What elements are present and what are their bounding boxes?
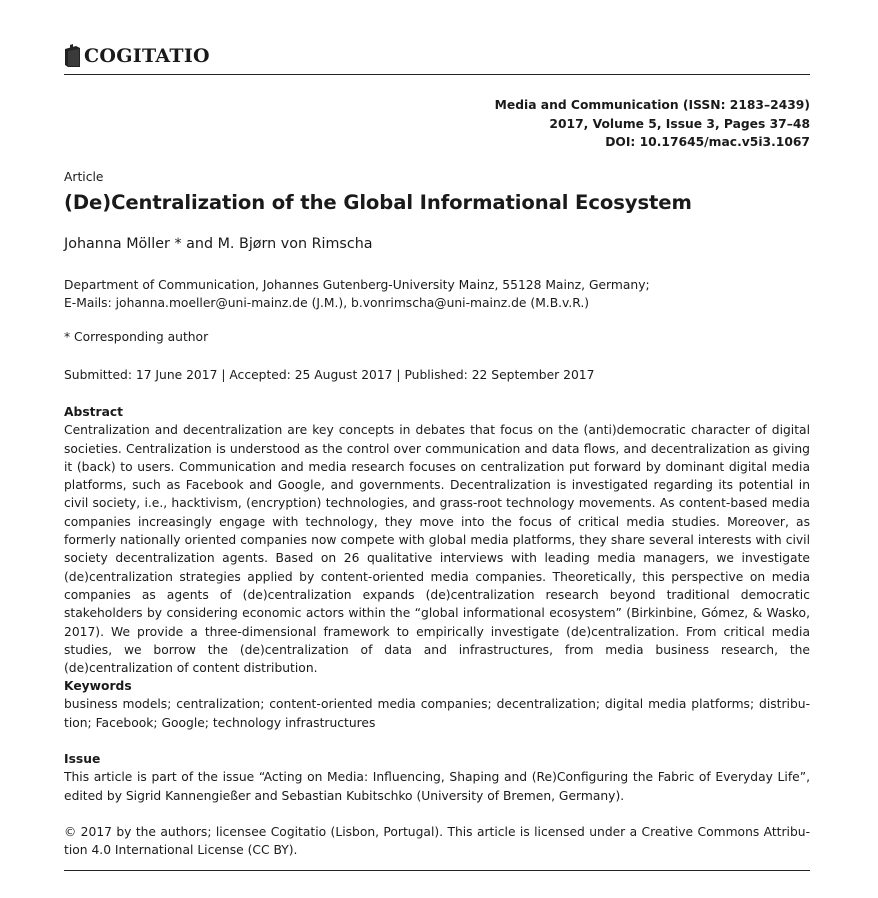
article-type: Article xyxy=(64,170,104,184)
keywords-text: business models; centralization; content-oriented media companies; decentralization; digital media platforms; distribution; Facebook; Google; technology infrastructures xyxy=(64,697,810,730)
journal-volume: 2017, Volume 5, Issue 3, Pages 37–48 xyxy=(549,116,810,131)
journal-name: Media and Communication (ISSN: 2183–2439) xyxy=(494,98,810,112)
affiliation: Department of Communication, Johannes Gutenberg-University Mainz, 55128 Mainz, Germany; xyxy=(64,278,650,292)
footer-divider xyxy=(64,870,810,871)
journal-doi: DOI: 10.17645/mac.v5i3.1067 xyxy=(605,135,810,149)
journal-info xyxy=(495,96,810,152)
keywords-section xyxy=(64,677,810,732)
abstract-text: Centralization and decentralization are key concepts in debates that focus on the (anti)democratic character of digital societies. Centralization is understood as the control over communication and data flows, and decentralization as giving it (back) to users. Communication and media research focuses on centralization put forward by dominant digital media platforms, such as Facebook and Google, and governments. Decentralization is investigated regarding its potential in civil society, i.e., hacktivism, (encryption) technologies, and grass-root technology movements. As content-based media companies increasingly engage with technology, they move into the focus of critical media studies. Moreover, as formerly nationally oriented companies now compete with global media platforms, they share several interests with civil society decentralization agents. Based on 26 qualitative interviews with leading media managers, we investigate (de)centralization strategies applied by content-oriented media companies. Theoretically, this perspective on media companies as agents of (de)centralization expands (de)centralization research beyond traditional democratic stakeholders by considering economic actors within the “global informational ecosystem” (Birkinbine, Gómez, & Wasko, 2017). We provide a three-dimensional framework to empirically investigate (de)centralization. From critical media studies, we borrow the (de)centralization of data and infrastructures, from media business research, the (de)centralization of content distribution. xyxy=(64,423,810,676)
issue-section xyxy=(64,750,810,805)
publisher-name: COGITATIO xyxy=(84,45,210,67)
book-icon xyxy=(64,44,81,68)
corresponding-author-note: * Corresponding author xyxy=(64,330,209,344)
keywords-heading: Keywords xyxy=(64,679,132,693)
authors: Johanna Möller * and M. Bjørn von Rimscha xyxy=(64,236,373,252)
publisher-logo xyxy=(64,44,210,68)
author-emails: E-Mails: johanna.moeller@uni-mainz.de (J.M.), b.vonrimscha@uni-mainz.de (M.B.v.R.) xyxy=(64,296,590,310)
issue-heading: Issue xyxy=(64,752,101,766)
publisher-header xyxy=(64,40,810,75)
article-title: (De)Centralization of the Global Informational Ecosystem xyxy=(64,191,692,214)
abstract-section xyxy=(64,403,810,677)
abstract-heading: Abstract xyxy=(64,405,124,419)
license-text: © 2017 by the authors; licensee Cogitatio (Lisbon, Portugal). This article is licensed under a Creative Commons Attribution 4.0 International License (CC BY). xyxy=(64,825,810,858)
submission-dates: Submitted: 17 June 2017 | Accepted: 25 August 2017 | Published: 22 September 2017 xyxy=(64,368,595,382)
affiliation-block xyxy=(64,276,650,312)
license-section xyxy=(64,823,810,860)
issue-text: This article is part of the issue “Acting on Media: Influencing, Shaping and (Re)Configuring the Fabric of Everyday Life”, edited by Sigrid Kannengießer and Sebastian Kubitschko (University of Bremen, Germany). xyxy=(64,770,810,803)
